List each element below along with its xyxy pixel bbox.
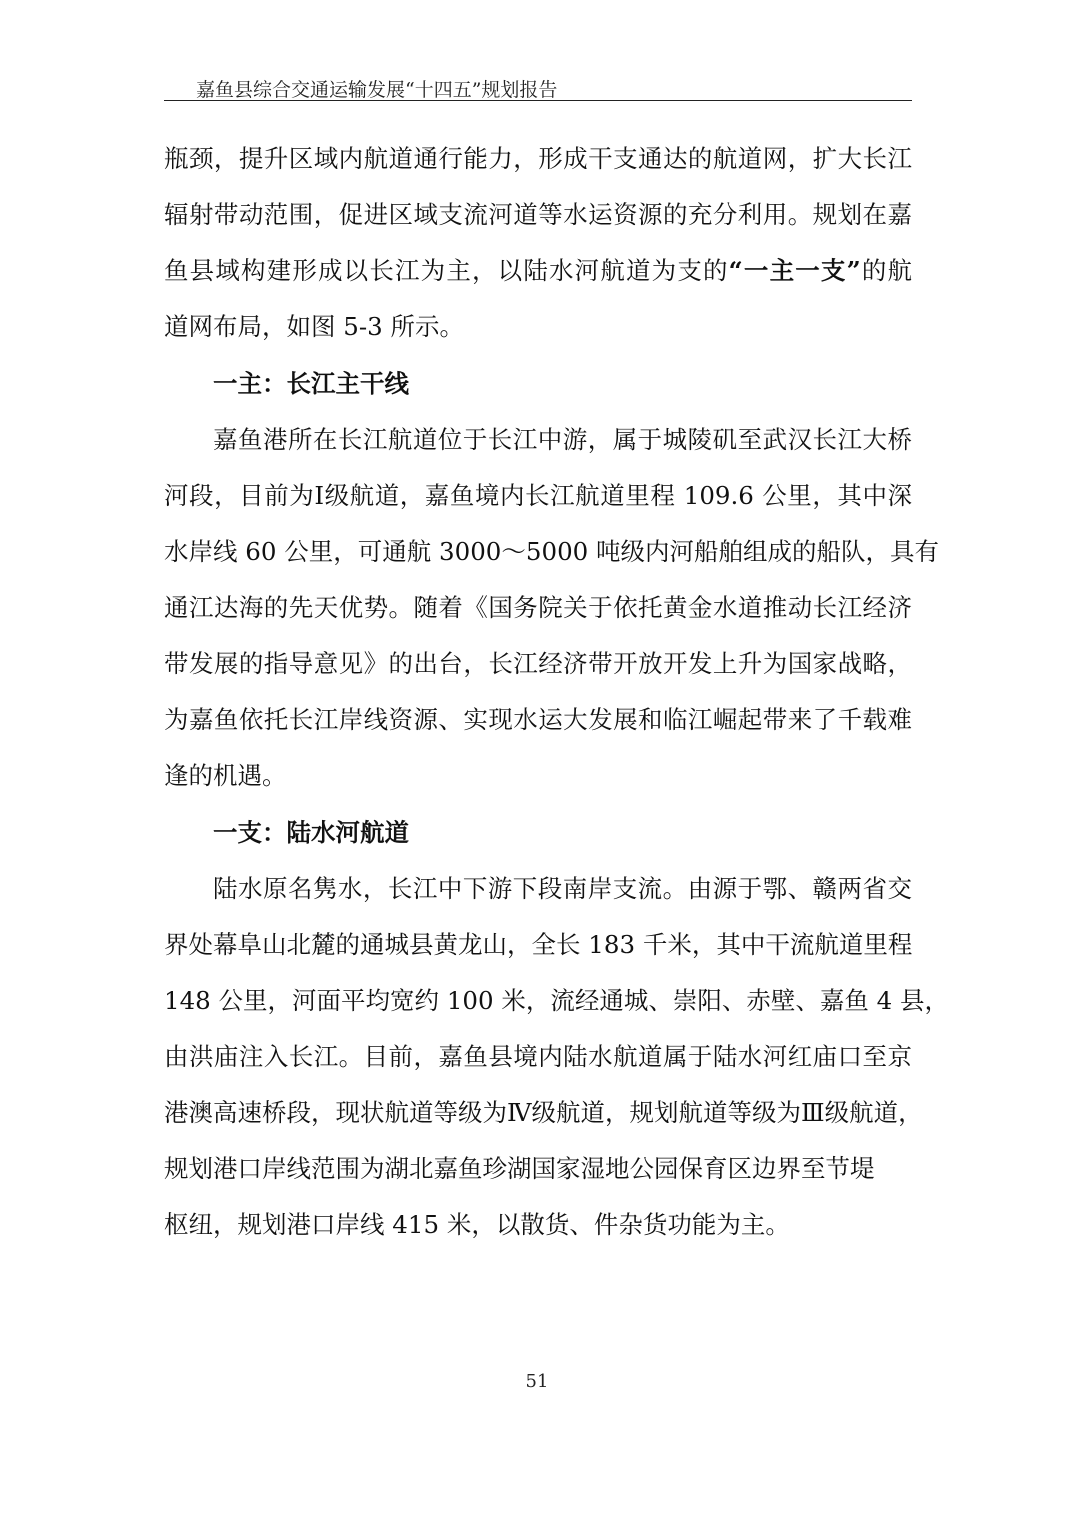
paragraph-line: 通江达海的先天优势。随着《国务院关于依托黄金水道推动长江经济 bbox=[164, 593, 912, 622]
paragraph-line: 道网布局，如图 5-3 所示。 bbox=[164, 312, 465, 341]
paragraph-line: 河段，目前为Ⅰ级航道，嘉鱼境内长江航道里程 109.6 公里，其中深 bbox=[164, 481, 912, 510]
running-header: 嘉鱼县综合交通运输发展“十四五”规划报告 bbox=[196, 79, 558, 101]
paragraph-line-with-emphasis bbox=[164, 256, 912, 286]
emphasis-text: “一主一支” bbox=[728, 256, 861, 285]
paragraph-line: 辐射带动范围，促进区域支流河道等水运资源的充分利用。规划在嘉 bbox=[164, 200, 912, 229]
paragraph-line: 带发展的指导意见》的出台，长江经济带开放开发上升为国家战略， bbox=[164, 649, 912, 678]
paragraph-line: 水岸线 60 公里，可通航 3000～5000 吨级内河船舶组成的船队，具有 bbox=[164, 537, 940, 566]
paragraph-line: 为嘉鱼依托长江岸线资源、实现水运大发展和临江崛起带来了千载难 bbox=[164, 705, 912, 734]
paragraph-line: 瓶颈，提升区域内航道通行能力，形成干支通达的航道网，扩大长江 bbox=[164, 144, 912, 173]
paragraph-line: 嘉鱼港所在长江航道位于长江中游，属于城陵矶至武汉长江大桥 bbox=[213, 425, 912, 454]
paragraph-line: 148 公里，河面平均宽约 100 米，流经通城、崇阳、赤壁、嘉鱼 4 县， bbox=[164, 986, 950, 1015]
paragraph-line: 逢的机遇。 bbox=[164, 761, 287, 790]
text-run: 的航 bbox=[860, 256, 913, 285]
section-heading: 一支：陆水河航道 bbox=[213, 818, 409, 847]
header-rule bbox=[164, 100, 912, 101]
paragraph-line: 界处幕阜山北麓的通城县黄龙山，全长 183 千米，其中干流航道里程 bbox=[164, 930, 913, 959]
paragraph-line: 由洪庙注入长江。目前，嘉鱼县境内陆水航道属于陆水河红庙口至京 bbox=[164, 1042, 912, 1071]
paragraph-line: 港澳高速桥段，现状航道等级为Ⅳ级航道，规划航道等级为Ⅲ级航道， bbox=[164, 1098, 923, 1127]
text-run: 鱼县域构建形成以长江为主，以陆水河航道为支的 bbox=[164, 256, 729, 285]
paragraph-line: 规划港口岸线范围为湖北嘉鱼珍湖国家湿地公园保育区边界至节堤 bbox=[164, 1154, 875, 1183]
page-number: 51 bbox=[525, 1371, 549, 1392]
paragraph-line: 陆水原名隽水，长江中下游下段南岸支流。由源于鄂、赣两省交 bbox=[213, 874, 912, 903]
section-heading: 一主：长江主干线 bbox=[213, 369, 409, 398]
paragraph-line: 枢纽，规划港口岸线 415 米，以散货、件杂货功能为主。 bbox=[164, 1210, 790, 1239]
